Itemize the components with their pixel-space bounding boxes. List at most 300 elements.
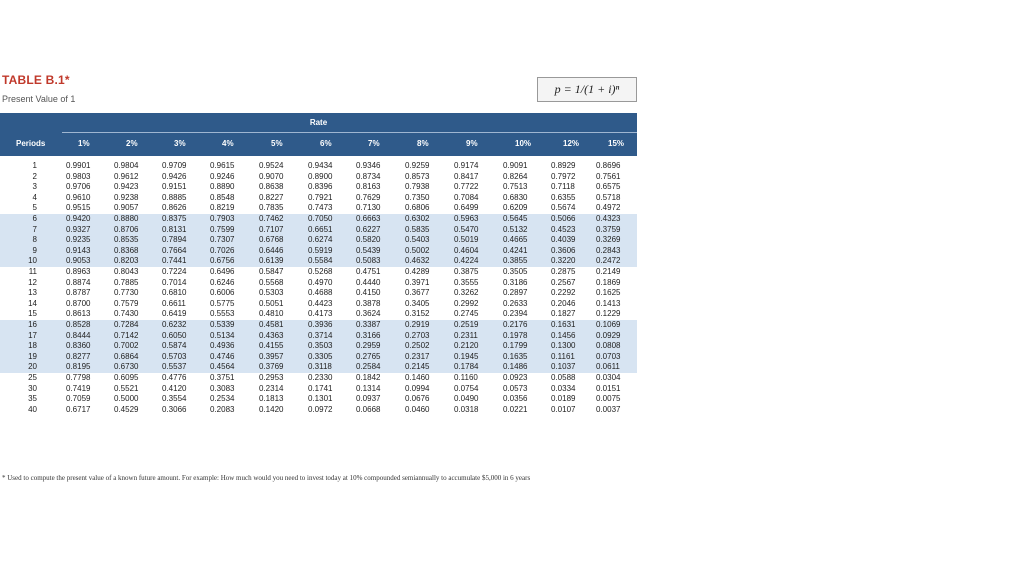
value-cell: 0.3624: [356, 309, 381, 319]
value-cell: 0.5083: [356, 256, 381, 266]
column-header: 2%: [126, 139, 138, 148]
value-cell: 0.4363: [259, 330, 284, 340]
value-cell: 0.7350: [405, 192, 430, 202]
value-cell: 0.1161: [551, 351, 575, 361]
value-cell: 0.7513: [503, 182, 528, 192]
value-cell: 0.7284: [114, 320, 139, 329]
value-cell: 0.4564: [210, 362, 235, 372]
table-row: [0, 161, 637, 172]
value-cell: 0.8264: [503, 171, 528, 181]
value-cell: 0.3759: [596, 224, 621, 234]
value-cell: 0.9709: [162, 161, 187, 170]
period-cell: 25: [28, 373, 37, 382]
value-cell: 0.3971: [405, 277, 430, 287]
value-cell: 0.1842: [356, 373, 381, 382]
column-header: 8%: [417, 139, 429, 148]
value-cell: 0.4423: [308, 298, 333, 308]
value-cell: 0.4155: [259, 341, 284, 351]
value-cell: 0.6050: [162, 330, 187, 340]
value-cell: 0.0460: [405, 404, 430, 414]
period-cell: 35: [28, 394, 37, 404]
value-cell: 0.4665: [503, 235, 528, 245]
value-cell: 0.8548: [210, 192, 235, 202]
value-cell: 0.8368: [114, 245, 139, 255]
value-cell: 0.5132: [503, 224, 528, 234]
value-cell: 0.8219: [210, 203, 235, 213]
value-cell: 0.0676: [405, 394, 430, 404]
value-cell: 0.7561: [596, 171, 621, 181]
period-cell: 19: [28, 351, 37, 361]
value-cell: 0.5537: [162, 362, 187, 372]
value-cell: 0.7798: [66, 373, 91, 382]
value-cell: 0.8043: [114, 267, 139, 276]
column-header: Periods: [16, 139, 46, 148]
column-header: 9%: [466, 139, 478, 148]
value-cell: 0.5521: [114, 383, 139, 393]
value-cell: 0.3769: [259, 362, 284, 372]
value-cell: 0.9070: [259, 171, 284, 181]
value-cell: 0.1784: [454, 362, 479, 372]
value-cell: 0.0075: [596, 394, 621, 404]
value-cell: 0.1741: [308, 383, 333, 393]
value-cell: 0.7722: [454, 182, 479, 192]
period-cell: 4: [32, 192, 37, 202]
value-cell: 0.3387: [356, 320, 381, 329]
column-header: 3%: [174, 139, 186, 148]
value-cell: 0.7599: [210, 224, 235, 234]
table-row: [0, 320, 637, 331]
value-cell: 0.6095: [114, 373, 139, 382]
period-cell: 18: [28, 341, 37, 351]
table-row: [0, 203, 637, 214]
value-cell: 0.8613: [66, 309, 91, 319]
value-cell: 0.3220: [551, 256, 576, 266]
value-cell: 0.3505: [503, 267, 528, 276]
value-cell: 0.9259: [405, 161, 430, 170]
value-cell: 0.0304: [596, 373, 621, 382]
value-cell: 0.7107: [259, 224, 284, 234]
table-row: [0, 267, 637, 278]
value-cell: 0.9615: [210, 161, 235, 170]
value-cell: 0.9174: [454, 161, 479, 170]
value-cell: 0.8696: [596, 161, 621, 170]
value-cell: 0.8195: [66, 362, 91, 372]
table-subtitle: Present Value of 1: [2, 94, 76, 104]
value-cell: 0.3606: [551, 245, 576, 255]
table-row: [0, 246, 637, 257]
value-cell: 0.1160: [454, 373, 478, 382]
value-cell: 0.4746: [210, 351, 235, 361]
period-cell: 14: [28, 298, 37, 308]
value-cell: 0.6227: [356, 224, 381, 234]
value-cell: 0.0221: [503, 404, 528, 414]
value-cell: 0.3751: [210, 373, 235, 382]
period-cell: 15: [28, 309, 37, 319]
value-cell: 0.8131: [162, 224, 187, 234]
value-cell: 0.2843: [596, 245, 621, 255]
value-cell: 0.2875: [551, 267, 576, 276]
period-cell: 7: [32, 224, 37, 234]
value-cell: 0.0972: [308, 404, 333, 414]
value-cell: 0.8638: [259, 182, 284, 192]
value-cell: 0.6730: [114, 362, 139, 372]
value-cell: 0.0808: [596, 341, 621, 351]
value-cell: 0.6006: [210, 288, 235, 298]
period-cell: 11: [28, 267, 37, 276]
value-cell: 0.6355: [551, 192, 576, 202]
value-cell: 0.7972: [551, 171, 576, 181]
value-cell: 0.3066: [162, 404, 187, 414]
table-row: [0, 309, 637, 320]
value-cell: 0.8444: [66, 330, 91, 340]
value-cell: 0.9612: [114, 171, 139, 181]
value-cell: 0.8528: [66, 320, 91, 329]
value-cell: 0.7050: [308, 214, 333, 223]
value-cell: 0.1635: [503, 351, 528, 361]
value-cell: 0.0923: [503, 373, 528, 382]
value-cell: 0.2703: [405, 330, 430, 340]
value-cell: 0.1420: [259, 404, 284, 414]
value-cell: 0.7419: [66, 383, 91, 393]
value-cell: 0.6446: [259, 245, 284, 255]
value-cell: 0.1456: [551, 330, 576, 340]
column-header: 7%: [368, 139, 380, 148]
value-cell: 0.1827: [551, 309, 576, 319]
value-cell: 0.9610: [66, 192, 91, 202]
value-cell: 0.5718: [596, 192, 621, 202]
table-row: [0, 256, 637, 267]
value-cell: 0.0668: [356, 404, 381, 414]
value-cell: 0.5000: [114, 394, 139, 404]
value-cell: 0.8203: [114, 256, 139, 266]
value-cell: 0.2083: [210, 404, 235, 414]
value-cell: 0.9803: [66, 171, 91, 181]
value-cell: 0.7002: [114, 341, 139, 351]
value-cell: 0.7885: [114, 277, 139, 287]
value-cell: 0.3269: [596, 235, 621, 245]
value-cell: 0.6756: [210, 256, 235, 266]
table-row: [0, 235, 637, 246]
value-cell: 0.5874: [162, 341, 187, 351]
table-row: [0, 225, 637, 236]
value-cell: 0.4241: [503, 245, 528, 255]
value-cell: 0.6864: [114, 351, 139, 361]
table-row: [0, 172, 637, 183]
value-cell: 0.5919: [308, 245, 333, 255]
value-cell: 0.9143: [66, 245, 91, 255]
table-row: [0, 341, 637, 352]
value-cell: 0.0588: [551, 373, 576, 382]
period-cell: 5: [32, 203, 37, 213]
value-cell: 0.7462: [259, 214, 284, 223]
value-cell: 0.7903: [210, 214, 235, 223]
value-cell: 0.4289: [405, 267, 430, 276]
period-cell: 9: [32, 245, 37, 255]
value-cell: 0.9426: [162, 171, 187, 181]
column-header: 10%: [515, 139, 532, 148]
value-cell: 0.7921: [308, 192, 333, 202]
value-cell: 0.4120: [162, 383, 187, 393]
value-cell: 0.1460: [405, 373, 430, 382]
table-row: [0, 373, 637, 384]
value-cell: 0.3875: [454, 267, 479, 276]
table-body: [0, 156, 637, 464]
value-cell: 0.9420: [66, 214, 91, 223]
value-cell: 0.3878: [356, 298, 381, 308]
column-header: 12%: [563, 139, 580, 148]
table-row: [0, 362, 637, 373]
value-cell: 0.9235: [66, 235, 91, 245]
period-cell: 3: [32, 182, 37, 192]
value-cell: 0.4604: [454, 245, 479, 255]
value-cell: 0.0318: [454, 404, 479, 414]
value-cell: 0.6499: [454, 203, 479, 213]
value-cell: 0.7730: [114, 288, 139, 298]
value-cell: 0.7629: [356, 192, 381, 202]
value-cell: 0.5553: [210, 309, 235, 319]
value-cell: 0.0334: [551, 383, 576, 393]
value-cell: 0.5674: [551, 203, 576, 213]
value-cell: 0.9901: [66, 161, 91, 170]
value-cell: 0.4970: [308, 277, 333, 287]
value-cell: 0.5584: [308, 256, 333, 266]
value-cell: 0.3186: [503, 277, 528, 287]
value-cell: 0.8360: [66, 341, 91, 351]
value-cell: 0.8880: [114, 214, 139, 223]
value-cell: 0.2394: [503, 309, 528, 319]
value-cell: 0.1813: [259, 394, 284, 404]
value-cell: 0.0037: [596, 404, 621, 414]
value-cell: 0.2149: [596, 267, 621, 276]
value-cell: 0.3677: [405, 288, 430, 298]
value-cell: 0.2502: [405, 341, 430, 351]
column-header: 4%: [222, 139, 234, 148]
value-cell: 0.3936: [308, 320, 333, 329]
rate-divider: [62, 132, 637, 133]
value-cell: 0.2472: [596, 256, 621, 266]
value-cell: 0.6302: [405, 214, 430, 223]
value-cell: 0.2176: [503, 320, 528, 329]
period-cell: 13: [28, 288, 37, 298]
period-cell: 40: [28, 404, 37, 414]
table-row: [0, 278, 637, 289]
value-cell: 0.2919: [405, 320, 430, 329]
value-cell: 0.5339: [210, 320, 235, 329]
value-cell: 0.1978: [503, 330, 528, 340]
period-cell: 10: [28, 256, 37, 266]
value-cell: 0.9706: [66, 182, 91, 192]
value-cell: 0.2046: [551, 298, 576, 308]
period-cell: 20: [28, 362, 37, 372]
value-cell: 0.2745: [454, 309, 479, 319]
value-cell: 0.8573: [405, 171, 430, 181]
formula-box: [537, 77, 637, 102]
value-cell: 0.7430: [114, 309, 139, 319]
value-cell: 0.8227: [259, 192, 284, 202]
value-cell: 0.5019: [454, 235, 479, 245]
value-cell: 0.0754: [454, 383, 479, 393]
value-cell: 0.4523: [551, 224, 576, 234]
value-cell: 0.2534: [210, 394, 235, 404]
column-header: 15%: [608, 139, 625, 148]
value-cell: 0.2633: [503, 298, 528, 308]
value-cell: 0.9804: [114, 161, 139, 170]
value-cell: 0.6139: [259, 256, 284, 266]
value-cell: 0.4224: [454, 256, 479, 266]
value-cell: 0.1069: [596, 320, 621, 329]
formula-text: p = 1/(1 + i)ⁿ: [554, 82, 620, 96]
value-cell: 0.2992: [454, 298, 479, 308]
value-cell: 0.3262: [454, 288, 479, 298]
period-cell: 30: [28, 383, 37, 393]
table-row: [0, 299, 637, 310]
value-cell: 0.4323: [596, 214, 621, 223]
table-row: [0, 394, 637, 405]
value-cell: 0.0573: [503, 383, 528, 393]
value-cell: 0.1625: [596, 288, 621, 298]
present-value-table: [0, 113, 637, 464]
value-cell: 0.2519: [454, 320, 479, 329]
column-headers: [0, 139, 637, 153]
table-row: [0, 405, 637, 416]
value-cell: 0.1631: [551, 320, 576, 329]
value-cell: 0.5835: [405, 224, 430, 234]
value-cell: 0.4529: [114, 404, 139, 414]
value-cell: 0.8535: [114, 235, 139, 245]
value-cell: 0.2311: [454, 330, 478, 340]
value-cell: 0.4039: [551, 235, 576, 245]
value-cell: 0.8874: [66, 277, 91, 287]
value-cell: 0.3118: [308, 362, 332, 372]
value-cell: 0.7026: [210, 245, 235, 255]
value-cell: 0.0937: [356, 394, 381, 404]
value-cell: 0.4751: [356, 267, 381, 276]
value-cell: 0.2567: [551, 277, 576, 287]
value-cell: 0.0611: [596, 362, 620, 372]
value-cell: 0.1301: [308, 394, 333, 404]
value-cell: 0.8900: [308, 171, 333, 181]
value-cell: 0.9434: [308, 161, 333, 170]
value-cell: 0.6209: [503, 203, 528, 213]
period-cell: 8: [32, 235, 37, 245]
value-cell: 0.0929: [596, 330, 621, 340]
value-cell: 0.9151: [162, 182, 187, 192]
value-cell: 0.3855: [503, 256, 528, 266]
value-cell: 0.6419: [162, 309, 187, 319]
value-cell: 0.6717: [66, 404, 91, 414]
value-cell: 0.5470: [454, 224, 479, 234]
value-cell: 0.6575: [596, 182, 621, 192]
value-cell: 0.7579: [114, 298, 139, 308]
value-cell: 0.7118: [551, 182, 575, 192]
period-cell: 2: [32, 171, 37, 181]
value-cell: 0.5963: [454, 214, 479, 223]
value-cell: 0.8375: [162, 214, 187, 223]
value-cell: 0.3957: [259, 351, 284, 361]
value-cell: 0.1799: [503, 341, 528, 351]
value-cell: 0.1413: [596, 298, 621, 308]
value-cell: 0.9057: [114, 203, 139, 213]
value-cell: 0.4173: [308, 309, 333, 319]
value-cell: 0.1229: [596, 309, 621, 319]
value-cell: 0.3166: [356, 330, 381, 340]
value-cell: 0.9246: [210, 171, 235, 181]
value-cell: 0.0994: [405, 383, 430, 393]
value-cell: 0.7664: [162, 245, 187, 255]
value-cell: 0.9327: [66, 224, 91, 234]
table-row: [0, 288, 637, 299]
value-cell: 0.7307: [210, 235, 235, 245]
value-cell: 0.2145: [405, 362, 430, 372]
value-cell: 0.5775: [210, 298, 235, 308]
value-cell: 0.4810: [259, 309, 284, 319]
value-cell: 0.7894: [162, 235, 187, 245]
value-cell: 0.0107: [551, 404, 576, 414]
value-cell: 0.6232: [162, 320, 187, 329]
value-cell: 0.3714: [308, 330, 333, 340]
value-cell: 0.0490: [454, 394, 479, 404]
value-cell: 0.2897: [503, 288, 528, 298]
value-cell: 0.6810: [162, 288, 187, 298]
value-cell: 0.5703: [162, 351, 187, 361]
value-cell: 0.9053: [66, 256, 91, 266]
value-cell: 0.3305: [308, 351, 333, 361]
value-cell: 0.8700: [66, 298, 91, 308]
table-header: [0, 113, 637, 156]
value-cell: 0.4688: [308, 288, 333, 298]
period-cell: 16: [28, 320, 37, 329]
table-row: [0, 384, 637, 395]
table-row: [0, 331, 637, 342]
period-cell: 1: [32, 161, 37, 170]
value-cell: 0.5645: [503, 214, 528, 223]
value-cell: 0.5403: [405, 235, 430, 245]
table-row: [0, 352, 637, 363]
value-cell: 0.2765: [356, 351, 381, 361]
value-cell: 0.8396: [308, 182, 333, 192]
value-cell: 0.8787: [66, 288, 91, 298]
value-cell: 0.6611: [162, 298, 186, 308]
value-cell: 0.9346: [356, 161, 381, 170]
value-cell: 0.3503: [308, 341, 333, 351]
value-cell: 0.3555: [454, 277, 479, 287]
period-cell: 17: [28, 330, 37, 340]
value-cell: 0.0189: [551, 394, 576, 404]
value-cell: 0.9423: [114, 182, 139, 192]
value-cell: 0.2330: [308, 373, 333, 382]
value-cell: 0.7130: [356, 203, 381, 213]
value-cell: 0.7059: [66, 394, 91, 404]
value-cell: 0.6651: [308, 224, 333, 234]
value-cell: 0.9515: [66, 203, 91, 213]
value-cell: 0.7441: [162, 256, 187, 266]
period-cell: 6: [32, 214, 37, 223]
value-cell: 0.4581: [259, 320, 284, 329]
value-cell: 0.5051: [259, 298, 284, 308]
value-cell: 0.1037: [551, 362, 576, 372]
value-cell: 0.8417: [454, 171, 479, 181]
value-cell: 0.3152: [405, 309, 430, 319]
value-cell: 0.4936: [210, 341, 235, 351]
value-cell: 0.5002: [405, 245, 430, 255]
value-cell: 0.5303: [259, 288, 284, 298]
value-cell: 0.5820: [356, 235, 381, 245]
value-cell: 0.6830: [503, 192, 528, 202]
value-cell: 0.7473: [308, 203, 333, 213]
value-cell: 0.1300: [551, 341, 576, 351]
column-header: 5%: [271, 139, 283, 148]
value-cell: 0.8929: [551, 161, 576, 170]
